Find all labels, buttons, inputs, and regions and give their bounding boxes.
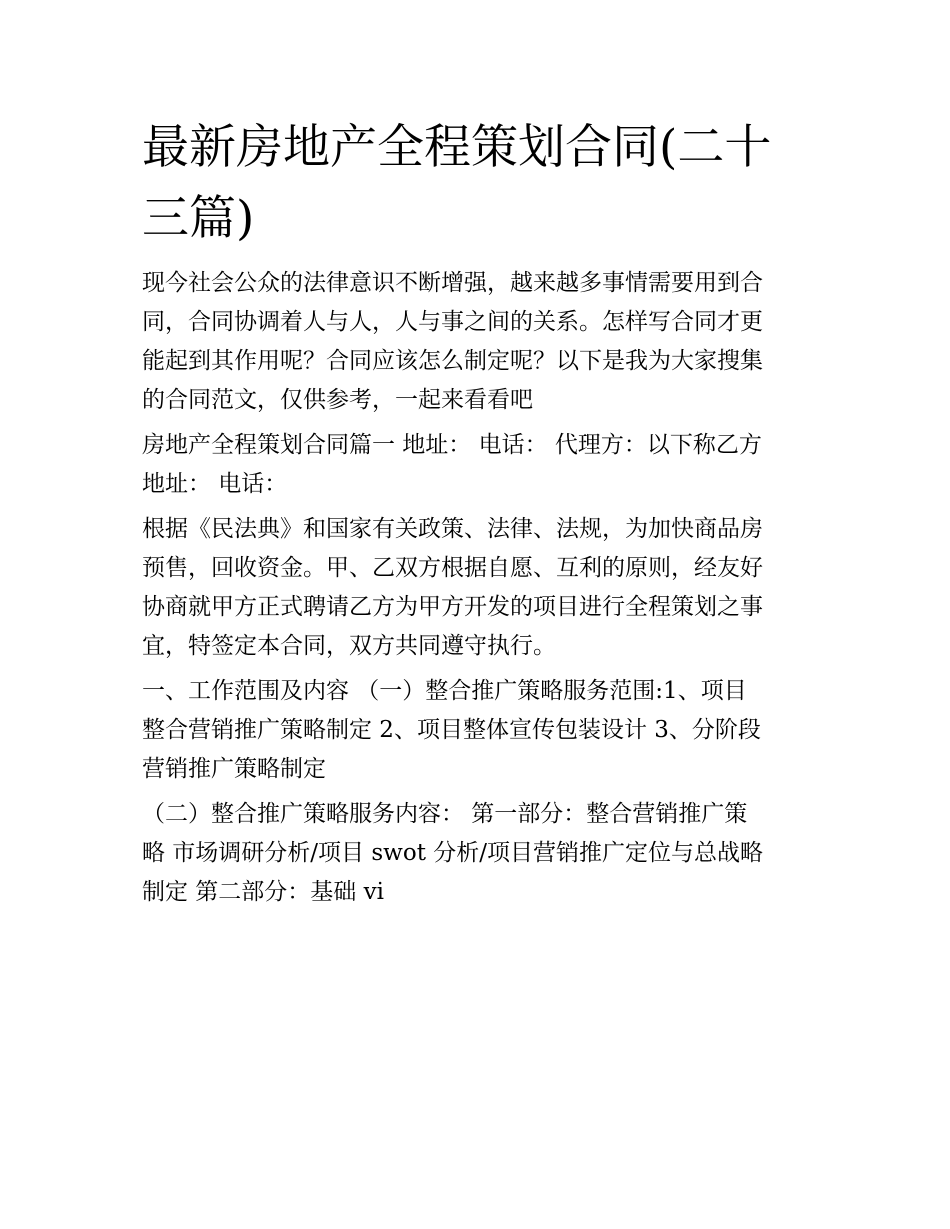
parties-paragraph — [142, 426, 814, 504]
paragraph-line: 营销推广策略制定 — [142, 756, 326, 782]
paragraph-line: 房地产全程策划合同篇一 地址： 电话： 代理方：以下称乙方 — [142, 432, 762, 458]
paragraph-line: 根据《民法典》和国家有关政策、法律、法规，为加快商品房 — [142, 516, 763, 542]
paragraph-line: （二）整合推广策略服务内容： 第一部分：整合营销推广策 — [142, 801, 748, 827]
scope-paragraph — [142, 672, 814, 789]
document-title — [142, 112, 814, 254]
paragraph-line: 现今社会公众的法律意识不断增强，越来越多事情需要用到合 — [142, 270, 763, 296]
title-line: 三篇) — [142, 191, 255, 246]
paragraph-line: 协商就甲方正式聘请乙方为甲方开发的项目进行全程策划之事 — [142, 594, 763, 620]
paragraph-line: 的合同范文，仅供参考，一起来看看吧 — [142, 387, 533, 413]
content-paragraph — [142, 795, 814, 912]
paragraph-line: 制定 第二部分：基础 vi — [142, 879, 384, 905]
basis-paragraph — [142, 510, 814, 666]
paragraph-line: 同，合同协调着人与人，人与事之间的关系。怎样写合同才更 — [142, 309, 763, 335]
paragraph-line: 能起到其作用呢？合同应该怎么制定呢？以下是我为大家搜集 — [142, 348, 763, 374]
title-line: 最新房地产全程策划合同(二十 — [142, 120, 772, 175]
paragraph-line: 一、工作范围及内容 （一）整合推广策略服务范围:1、项目 — [142, 678, 747, 704]
paragraph-line: 宜，特签定本合同，双方共同遵守执行。 — [142, 633, 556, 659]
intro-paragraph — [142, 264, 814, 420]
paragraph-line: 整合营销推广策略制定 2、项目整体宣传包装设计 3、分阶段 — [142, 717, 761, 743]
paragraph-line: 预售，回收资金。甲、乙双方根据自愿、互利的原则，经友好 — [142, 555, 763, 581]
paragraph-line: 略 市场调研分析/项目 swot 分析/项目营销推广定位与总战略 — [142, 840, 764, 866]
paragraph-line: 地址： 电话： — [142, 471, 288, 497]
document-content — [142, 112, 814, 912]
